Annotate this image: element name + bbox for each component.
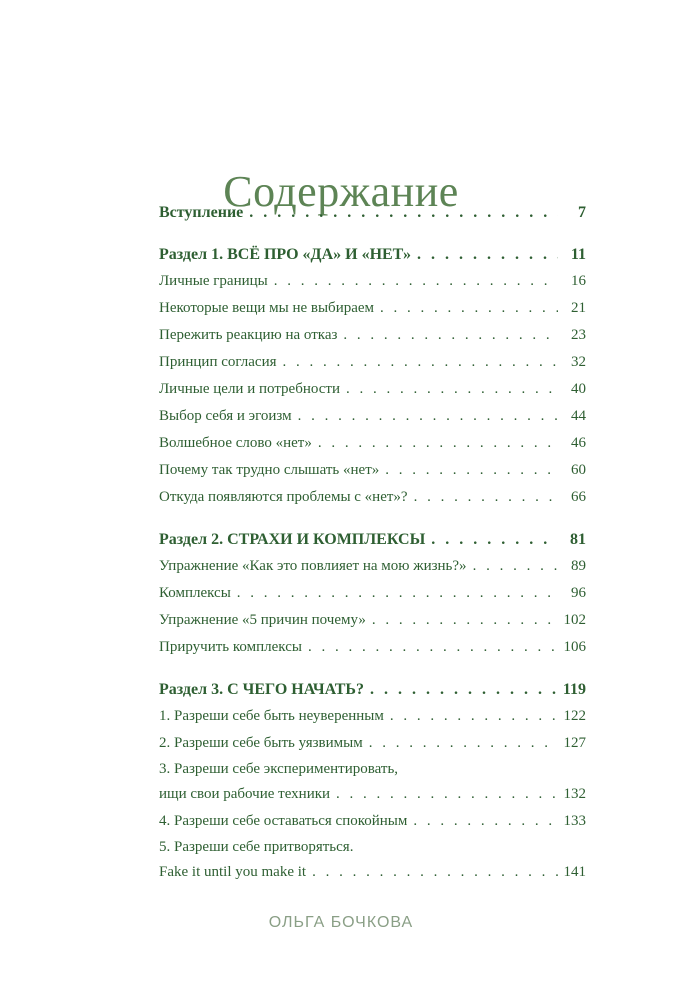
- dot-leader: [312, 859, 557, 886]
- toc-section-3: [159, 676, 586, 886]
- dot-leader: [369, 730, 558, 757]
- toc-label: 2. Разреши себе быть уязвимым: [159, 735, 363, 751]
- toc-page-number: 23: [571, 327, 586, 343]
- dot-leader: [431, 526, 558, 553]
- toc-label: 4. Разреши себе оставаться спокойным: [159, 813, 408, 829]
- toc-label: Комплексы: [159, 585, 231, 601]
- toc-item-first-line[interactable]: [159, 757, 586, 781]
- dot-leader: [390, 703, 558, 730]
- toc-label: Выбор себя и эгоизм: [159, 408, 292, 424]
- toc-item[interactable]: [159, 781, 586, 808]
- toc-item[interactable]: [159, 295, 586, 322]
- dot-leader: [336, 781, 557, 808]
- toc-page-number: 60: [571, 462, 586, 478]
- toc-page-number: 102: [563, 612, 586, 628]
- toc-page-number: 106: [563, 639, 586, 655]
- toc-label: Fake it until you make it: [159, 864, 307, 880]
- toc-item[interactable]: [159, 484, 586, 511]
- toc-label: Принцип согласия: [159, 354, 277, 370]
- toc-item[interactable]: [159, 457, 586, 484]
- toc-page-number: 133: [563, 813, 586, 829]
- toc-page-number: 16: [571, 273, 586, 289]
- dot-leader: [380, 295, 558, 322]
- toc-label: Некоторые вещи мы не выбираем: [159, 300, 375, 316]
- toc-label: Личные границы: [159, 273, 268, 289]
- dot-leader: [283, 349, 559, 376]
- toc-label: Раздел 3. С ЧЕГО НАЧАТЬ?: [159, 681, 364, 698]
- toc-label: Пережить реакцию на отказ: [159, 327, 338, 343]
- toc-page-number: 119: [562, 681, 586, 698]
- toc-item[interactable]: [159, 808, 586, 835]
- toc-item[interactable]: [159, 580, 586, 607]
- page-title: Содержание: [223, 167, 459, 217]
- toc-section-1: [159, 241, 586, 511]
- toc-section-heading[interactable]: [159, 241, 586, 268]
- table-of-contents: [159, 199, 586, 886]
- toc-label: Раздел 1. ВСЁ ПРО «ДА» И «НЕТ»: [159, 246, 411, 263]
- toc-label: Волшебное слово «нет»: [159, 435, 312, 451]
- toc-item[interactable]: [159, 430, 586, 457]
- toc-page-number: 46: [571, 435, 586, 451]
- toc-label: Личные цели и потребности: [159, 381, 340, 397]
- dot-leader: [385, 457, 558, 484]
- toc-label: 5. Разреши себе притворяться.: [159, 839, 354, 855]
- author-name: ОЛЬГА БОЧКОВА: [268, 914, 414, 931]
- toc-page-number: 132: [563, 786, 586, 802]
- toc-item[interactable]: [159, 553, 586, 580]
- toc-label: 3. Разреши себе экспериментировать,: [159, 761, 399, 777]
- dot-leader: [318, 430, 558, 457]
- toc-page-number: 21: [571, 300, 586, 316]
- toc-page-number: 32: [571, 354, 586, 370]
- toc-section-heading[interactable]: [159, 526, 586, 553]
- toc-intro[interactable]: [159, 199, 586, 226]
- toc-label: Приручить комплексы: [159, 639, 302, 655]
- dot-leader: [417, 241, 558, 268]
- dot-leader: [473, 553, 558, 580]
- toc-label: Откуда появляются проблемы с «нет»?: [159, 489, 408, 505]
- toc-item[interactable]: [159, 322, 586, 349]
- dot-leader: [343, 322, 558, 349]
- toc-page-number: 40: [571, 381, 586, 397]
- toc-page-number: 127: [563, 735, 586, 751]
- toc-page-number: 44: [571, 408, 586, 424]
- dot-leader: [346, 376, 558, 403]
- toc-item[interactable]: [159, 268, 586, 295]
- toc-item[interactable]: [159, 376, 586, 403]
- dot-leader: [372, 607, 558, 634]
- dot-leader: [308, 634, 558, 661]
- dot-leader: [370, 676, 557, 703]
- dot-leader: [237, 580, 558, 607]
- toc-page-number: 66: [571, 489, 586, 505]
- toc-item[interactable]: [159, 634, 586, 661]
- toc-page-number: 81: [570, 531, 586, 548]
- toc-item[interactable]: [159, 403, 586, 430]
- toc-item[interactable]: [159, 607, 586, 634]
- toc-label: Почему так трудно слышать «нет»: [159, 462, 380, 478]
- toc-label: Вступление: [159, 204, 244, 221]
- toc-item[interactable]: [159, 703, 586, 730]
- toc-page-number: 11: [570, 246, 586, 263]
- toc-item[interactable]: [159, 349, 586, 376]
- dot-leader: [298, 403, 558, 430]
- dot-leader: [274, 268, 558, 295]
- dot-leader: [413, 808, 557, 835]
- toc-page-number: 122: [563, 708, 586, 724]
- toc-label: ищи свои рабочие техники: [159, 786, 331, 802]
- toc-section-heading[interactable]: [159, 676, 586, 703]
- dot-leader: [414, 484, 558, 511]
- toc-item[interactable]: [159, 730, 586, 757]
- toc-label: 1. Разреши себе быть неуверенным: [159, 708, 384, 724]
- toc-item[interactable]: [159, 859, 586, 886]
- toc-label: Упражнение «Как это повлияет на мою жизнь?»: [159, 558, 467, 574]
- dot-leader: [249, 199, 558, 226]
- toc-label: Упражнение «5 причин почему»: [159, 612, 366, 628]
- toc-label: Раздел 2. СТРАХИ И КОМПЛЕКСЫ: [159, 531, 426, 548]
- toc-page-number: 7: [578, 204, 586, 221]
- toc-section-2: [159, 526, 586, 661]
- toc-page-number: 96: [571, 585, 586, 601]
- toc-item-first-line[interactable]: [159, 835, 586, 859]
- toc-page-number: 141: [563, 864, 586, 880]
- toc-page-number: 89: [571, 558, 586, 574]
